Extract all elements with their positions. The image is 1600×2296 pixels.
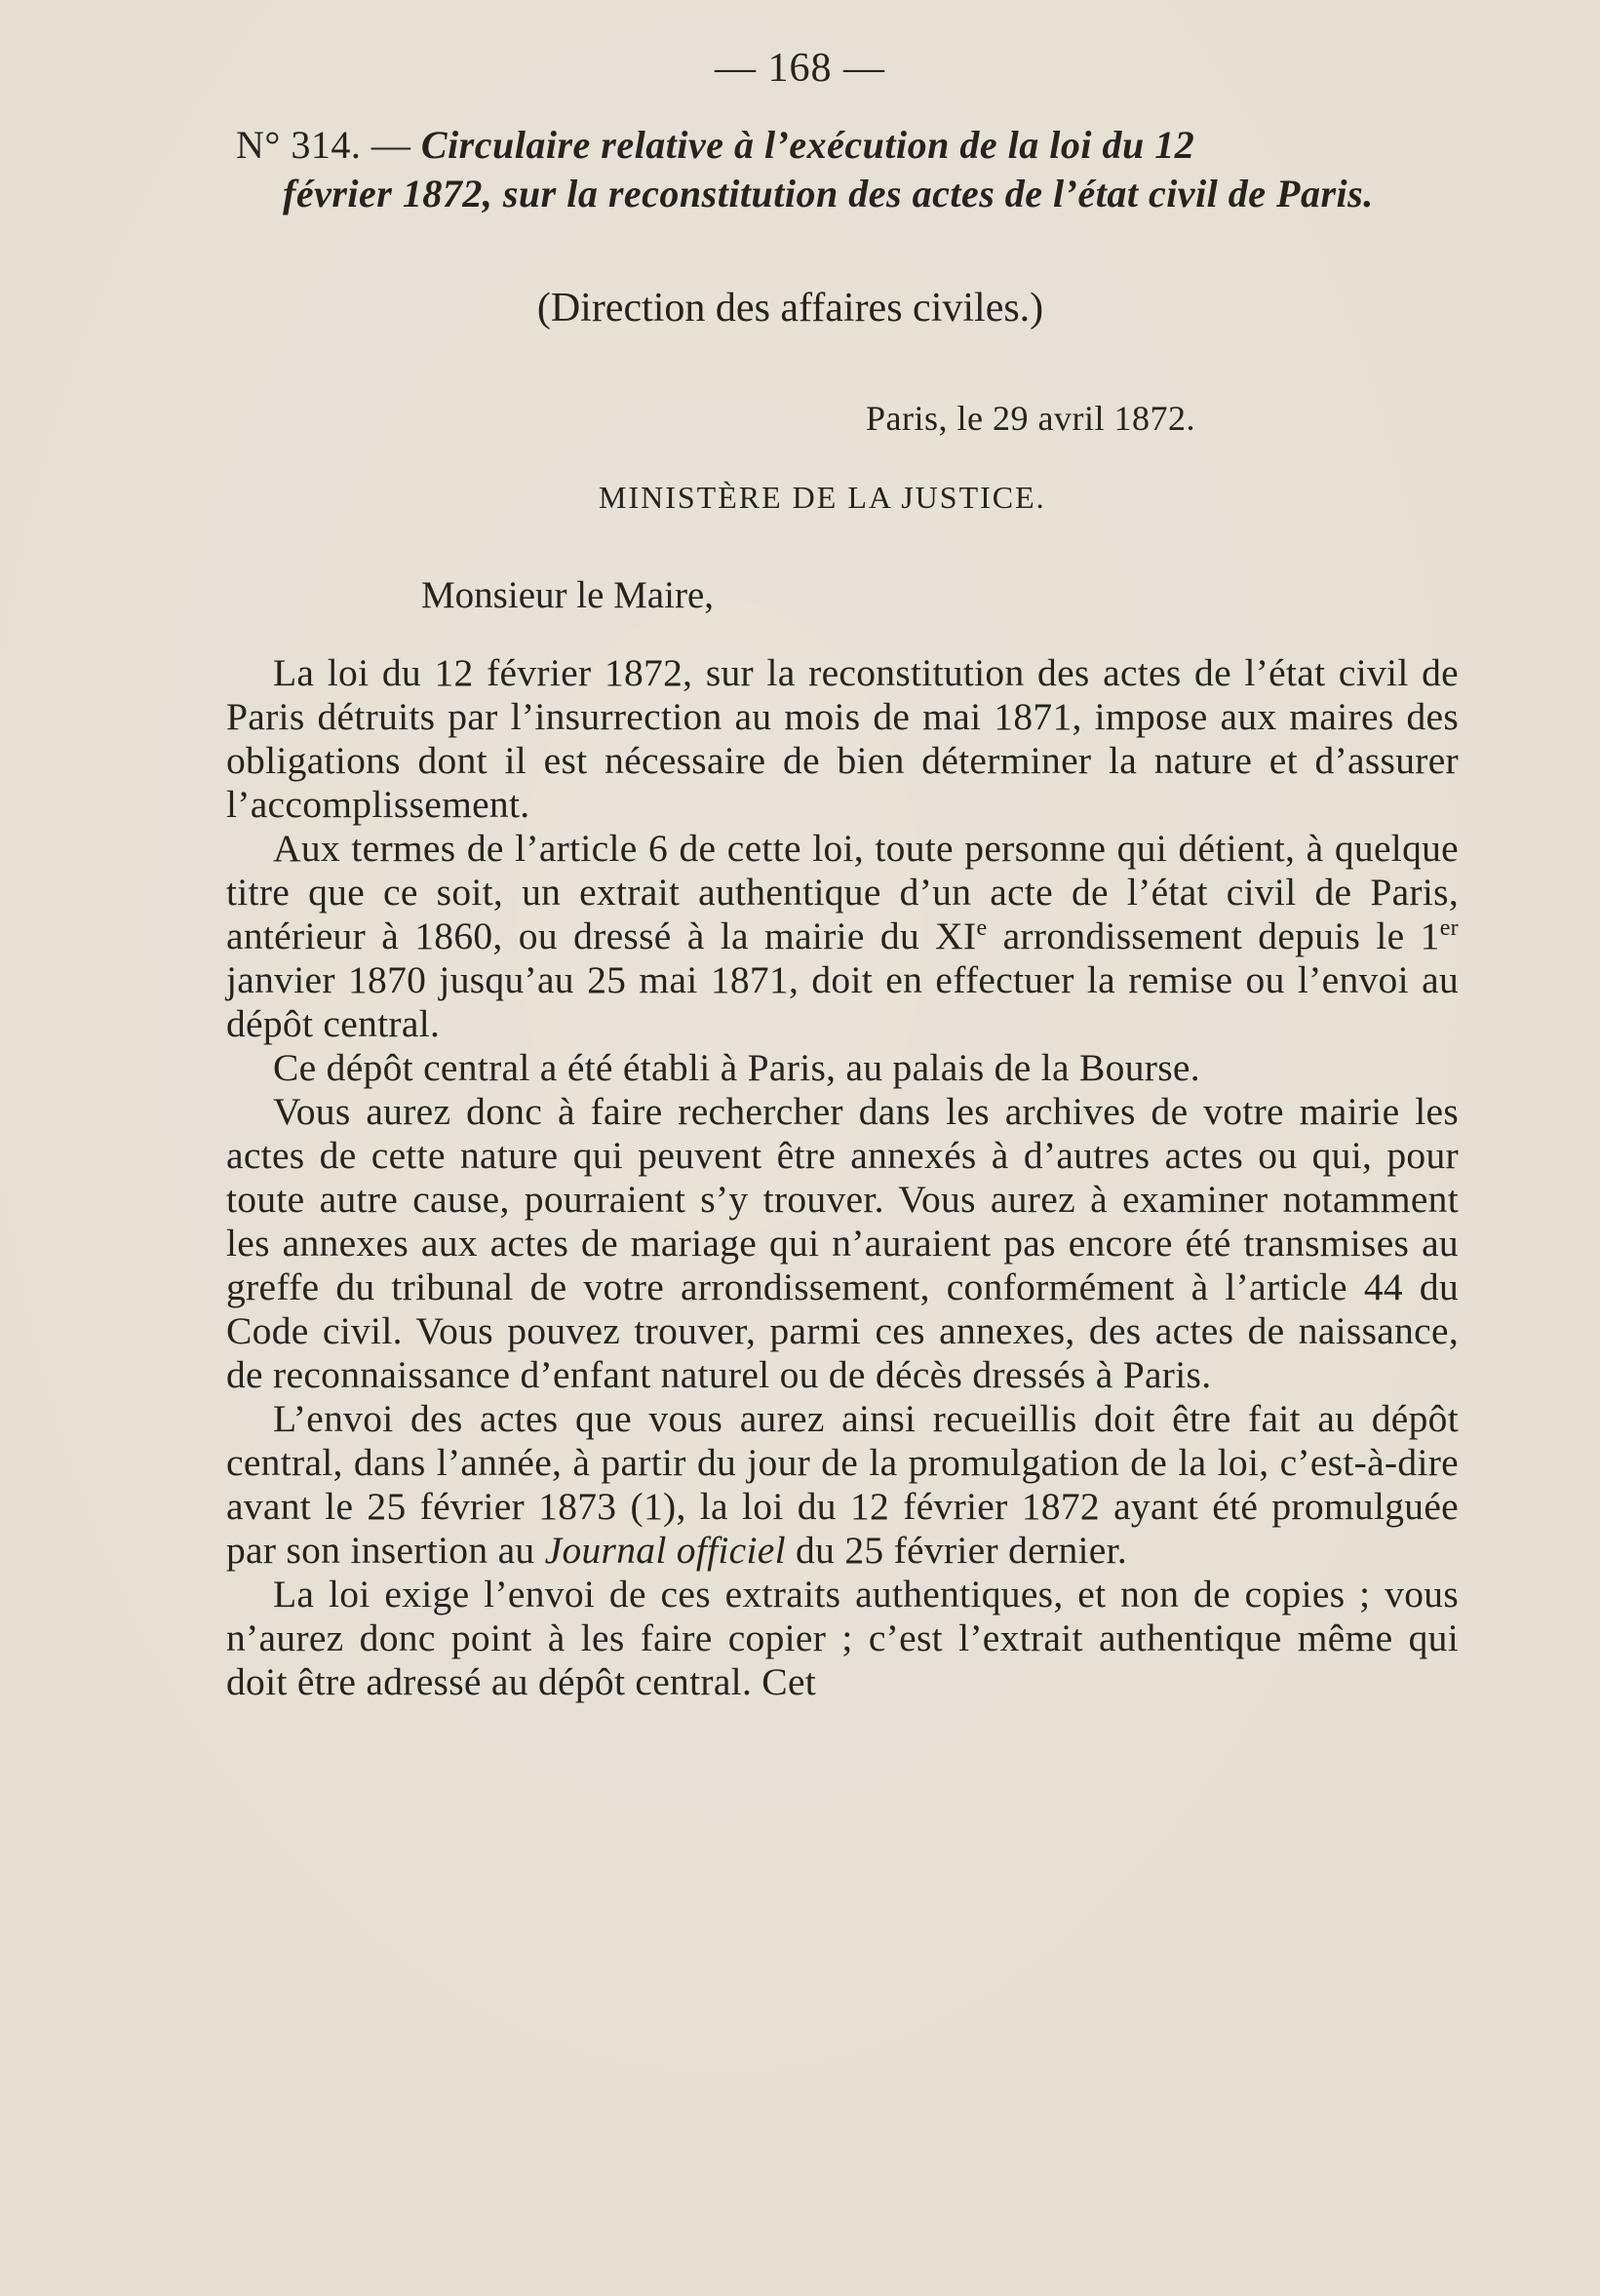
- circular-title-continuation: février 1872, sur la reconstitution des actes de l’état civil de Paris.: [283, 172, 1374, 215]
- letter-body: [226, 651, 1459, 1704]
- ministry-heading: MINISTÈRE DE LA JUSTICE.: [599, 480, 1046, 515]
- circular-heading: [236, 121, 1466, 218]
- page-number: — 168 —: [715, 46, 885, 91]
- superscript-er: er: [1439, 915, 1459, 941]
- paragraph-2-part-c: janvier 1870 jusqu’au 25 mai 1871, doit en effectuer la remise ou l’envoi au dépôt central.: [226, 958, 1459, 1045]
- paragraph-6: La loi exige l’envoi de ces extraits authentiques, et non de copies ; vous n’aurez donc point à les faire copier ; c’est l’extrait authentique même qui doit être adressé au dépôt central. Cet: [226, 1573, 1459, 1703]
- salutation: Monsieur le Maire,: [421, 574, 715, 616]
- paragraph-4: Vous aurez donc à faire rechercher dans les archives de votre mairie les actes de cette nature qui peuvent être annexés à d’autres actes ou qui, pour toute autre cause, pourraient s’y trouver. Vous aurez à examiner notamment les annexes aux actes de mariage qui n’auraient pas encore été transmises au greffe du tribunal de votre arrondissement, conformément à l’article 44 du Code civil. Vous pouvez trouver, parmi ces annexes, des actes de naissance, de reconnaissance d’enfant naturel ou de décès dressés à Paris.: [226, 1090, 1459, 1396]
- paragraph-2: [226, 827, 1459, 1046]
- paragraph-5-part-b: du 25 février dernier.: [785, 1529, 1128, 1572]
- direction-line: (Direction des affaires civiles.): [536, 286, 1044, 331]
- paragraph-2-part-b: arrondissement depuis le 1: [987, 915, 1440, 957]
- paragraph-5-part-a: L’envoi des actes que vous aurez ainsi recueillis doit être fait au dépôt central, dans l’année, à partir du jour de la promulgation de la loi, c’est-à-dire avant le 25 février 1873 (1), la loi du 12 février 1872 ayant été promulguée par son insertion au: [226, 1397, 1459, 1572]
- superscript-e: e: [976, 915, 988, 941]
- circular-number: N° 314. —: [236, 123, 411, 167]
- circular-title-first-line: Circulaire relative à l’exécution de la loi du 12: [420, 123, 1195, 167]
- paragraph-3: Ce dépôt central a été établi à Paris, au palais de la Bourse.: [273, 1046, 1200, 1089]
- paragraph-1: La loi du 12 février 1872, sur la reconstitution des actes de l’état civil de Paris détruits par l’insurrection au mois de mai 1871, impose aux maires des obligations dont il est nécessaire de bien déterminer la nature et d’assurer l’accomplissement.: [226, 651, 1459, 826]
- paragraph-2-part-a: Aux termes de l’article 6 de cette loi, toute personne qui détient, à quelque titre que ce soit, un extrait authentique d’un acte de l’état civil de Paris, antérieur à 1860, ou dressé à la mairie du XI: [226, 827, 1459, 957]
- paragraph-5: [226, 1397, 1459, 1573]
- dateline: Paris, le 29 avril 1872.: [866, 399, 1195, 438]
- journal-officiel-title: Journal officiel: [544, 1529, 786, 1572]
